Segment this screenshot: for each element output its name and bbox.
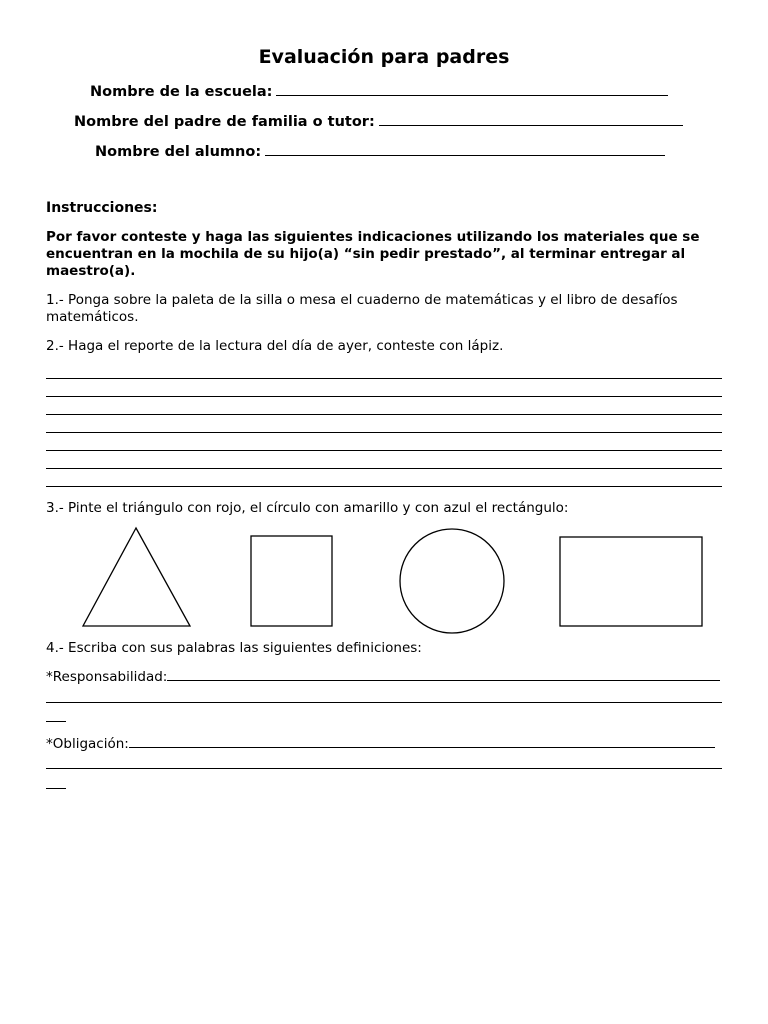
responsabilidad-label: *Responsabilidad:: [46, 669, 168, 685]
obligacion-label: *Obligación:: [46, 736, 129, 752]
school-name-line[interactable]: [276, 83, 668, 96]
triangle-shape[interactable]: [83, 528, 190, 626]
question-2: 2.- Haga el reporte de la lectura del día de ayer, conteste con lápiz.: [46, 338, 504, 354]
question-1: 1.- Ponga sobre la paleta de la silla o mesa el cuaderno de matemáticas y el libro de desafíos matemáticos.: [46, 292, 678, 325]
student-name-line[interactable]: [265, 143, 665, 156]
circle-shape[interactable]: [400, 529, 504, 633]
answer-line[interactable]: [46, 468, 722, 469]
school-name-field: [90, 83, 668, 100]
instructions-body: Por favor conteste y haga las siguientes indicaciones utilizando los materiales que se encuentran en la mochila de su hijo(a) “sin pedir prestado”, al terminar entregar al maestro(a).: [46, 229, 700, 279]
parent-name-line[interactable]: [379, 113, 683, 126]
instructions-heading: Instrucciones:: [46, 200, 158, 216]
answer-line-short[interactable]: [46, 788, 66, 789]
question-3: 3.- Pinte el triángulo con rojo, el círculo con amarillo y con azul el rectángulo:: [46, 500, 569, 516]
obligacion-line[interactable]: [129, 735, 715, 748]
shapes-area: [0, 520, 768, 640]
page-title: Evaluación para padres: [258, 46, 510, 68]
answer-line-short[interactable]: [46, 721, 66, 722]
answer-line[interactable]: [46, 702, 722, 703]
square-shape[interactable]: [251, 536, 332, 626]
responsabilidad-line[interactable]: [167, 668, 720, 681]
answer-line[interactable]: [46, 432, 722, 433]
answer-line[interactable]: [46, 486, 722, 487]
answer-line[interactable]: [46, 396, 722, 397]
student-name-field: [95, 143, 665, 160]
parent-name-label: Nombre del padre de familia o tutor:: [74, 114, 375, 130]
answer-line[interactable]: [46, 414, 722, 415]
question-4: 4.- Escriba con sus palabras las siguientes definiciones:: [46, 640, 422, 656]
student-name-label: Nombre del alumno:: [95, 144, 262, 160]
rectangle-shape[interactable]: [560, 537, 702, 626]
answer-line[interactable]: [46, 378, 722, 379]
school-name-label: Nombre de la escuela:: [90, 84, 273, 100]
definition-responsabilidad: [46, 668, 720, 685]
parent-name-field: [74, 113, 683, 130]
answer-line[interactable]: [46, 768, 722, 769]
answer-line[interactable]: [46, 450, 722, 451]
definition-obligacion: [46, 735, 715, 752]
